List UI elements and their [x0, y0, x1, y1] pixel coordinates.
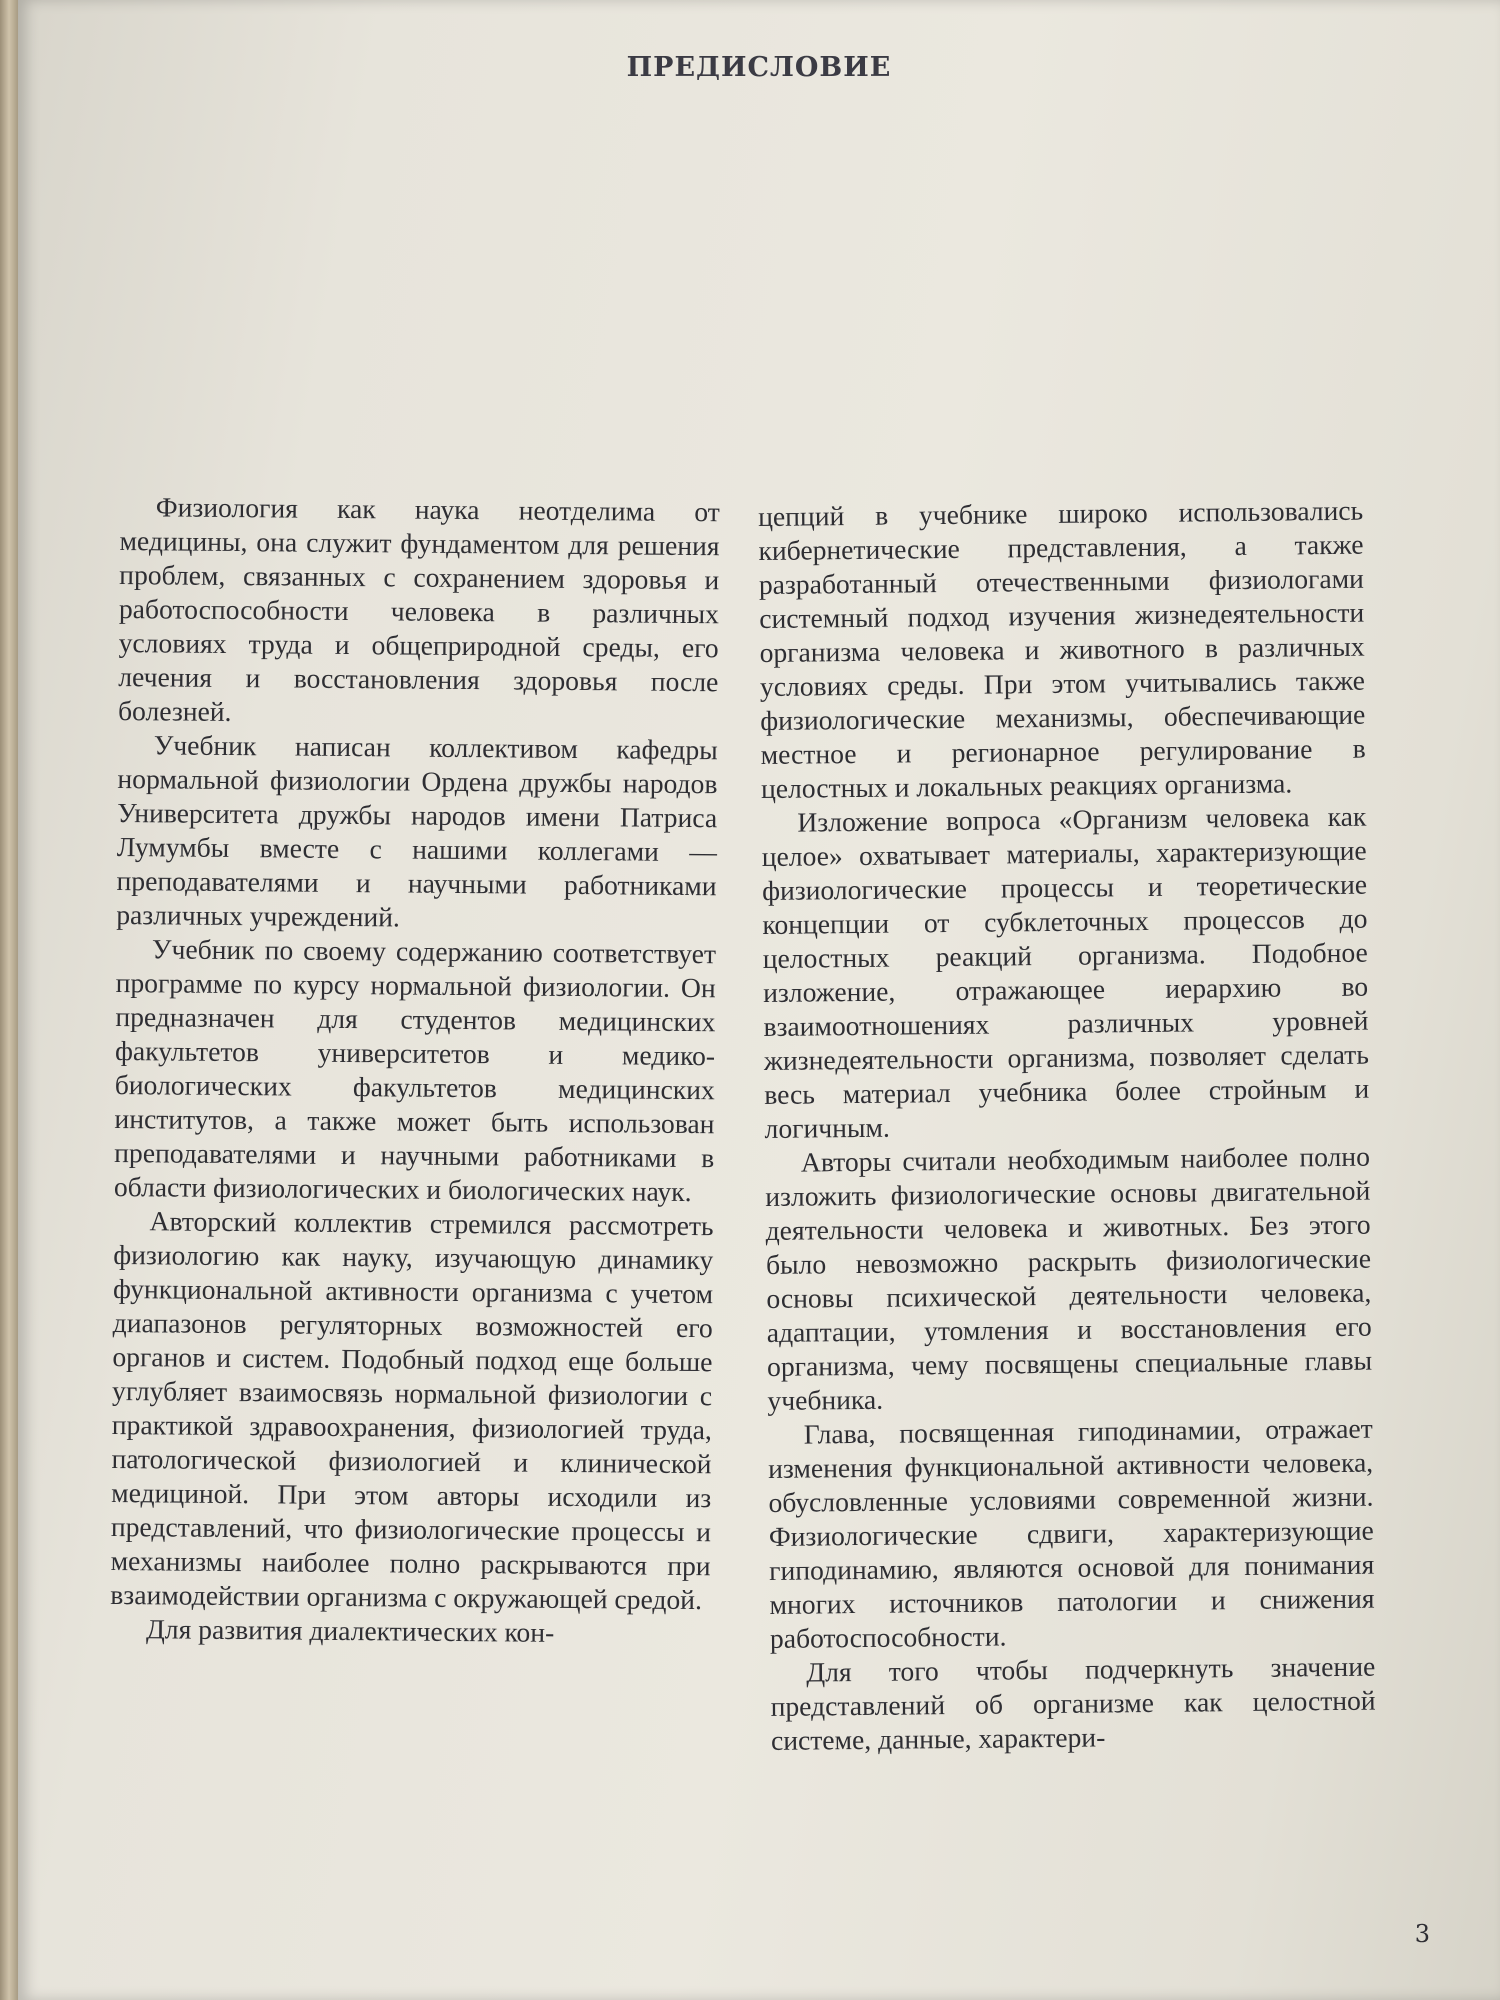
left-column	[110, 490, 720, 1651]
paragraph: Глава, посвященная гиподинамии, отражает изменения функциональной активности человека, обусловленные условиями современной жизни. Физиологические сдвиги, характеризующие гиподинамию, являются основой для понимания многих источников патологии и снижения работоспособности.	[767, 1412, 1375, 1654]
right-column	[758, 494, 1376, 1758]
paragraph: Для развития диалектических кон-	[145, 1613, 555, 1648]
paragraph: Авторский коллектив стремился рассмотреть физиологию как науку, изучающую динамику функциональной активности организма с учетом диапазонов регуляторных возможностей его органов и систем. Подобный подход еще больше углубляет взаимосвязь нормальной физиологии с практикой здравоохранения, физиологией труда, патологической физиологией и клинической медициной. При этом авторы исходили из представлений, что физиологические процессы и механизмы наиболее полно раскрываются при взаимодействии организма с окружающей средой.	[110, 1205, 714, 1616]
paragraph: Изложение вопроса «Организм человека как целое» охватывает материалы, характеризующие физиологические процессы и теоретические концепции от субклеточных процессов до целостных реакций организма. Подобное изложение, отражающее иерархию во взаимоотношениях различных уровней жизнедеятельности организма, позволяет сделать весь материал учебника более стройным и логичным.	[761, 800, 1370, 1144]
paragraph: Для того чтобы подчеркнуть значение представлений об организме как целостной системе, данные, характери-	[770, 1650, 1376, 1756]
page-title: ПРЕДИСЛОВИЕ	[626, 52, 892, 83]
book-page	[18, 0, 1500, 2000]
book-spine-edge	[0, 0, 18, 2000]
paragraph-continuation: цепций в учебнике широко использовались кибернетические представления, а также разработанный отечественными физиологами системный подход изучения жизнедеятельности организма человека и животного в различных условиях среды. При этом учитывались также физиологические механизмы, обеспечивающие местное и регионарное регулирование в целостных и локальных реакциях организма.	[758, 494, 1366, 804]
paragraph: Учебник по своему содержанию соответствует программе по курсу нормальной физиологии. Он предназначен для студентов медицинских факультетов университетов и медико-биологических факультетов медицинских институтов, а также может быть использован преподавателями и научными работниками в области физиологических и биологических наук.	[113, 933, 717, 1208]
paragraph: Авторы считали необходимым наиболее полно изложить физиологические основы двигательной деятельности человека и животных. Без этого было невозможно раскрыть физиологические основы психической деятельности человека, адаптации, утомления и восстановления его организма, чему посвящены специальные главы учебника.	[765, 1140, 1373, 1416]
page-number: 3	[1414, 1920, 1430, 1948]
paragraph: Физиология как наука неотделима от медицины, она служит фундаментом для решения проблем, связанных с сохранением здоровья и работоспособности человека в различных условиях труда и общеприродной среды, его лечения и восстановления здоровья после болезней.	[117, 491, 720, 727]
paragraph: Учебник написан коллективом кафедры нормальной физиологии Ордена дружбы народов Университета дружбы народов имени Патриса Лумумбы вместе с нашими коллегами — преподавателями и научными работниками различных учреждений.	[116, 729, 718, 933]
